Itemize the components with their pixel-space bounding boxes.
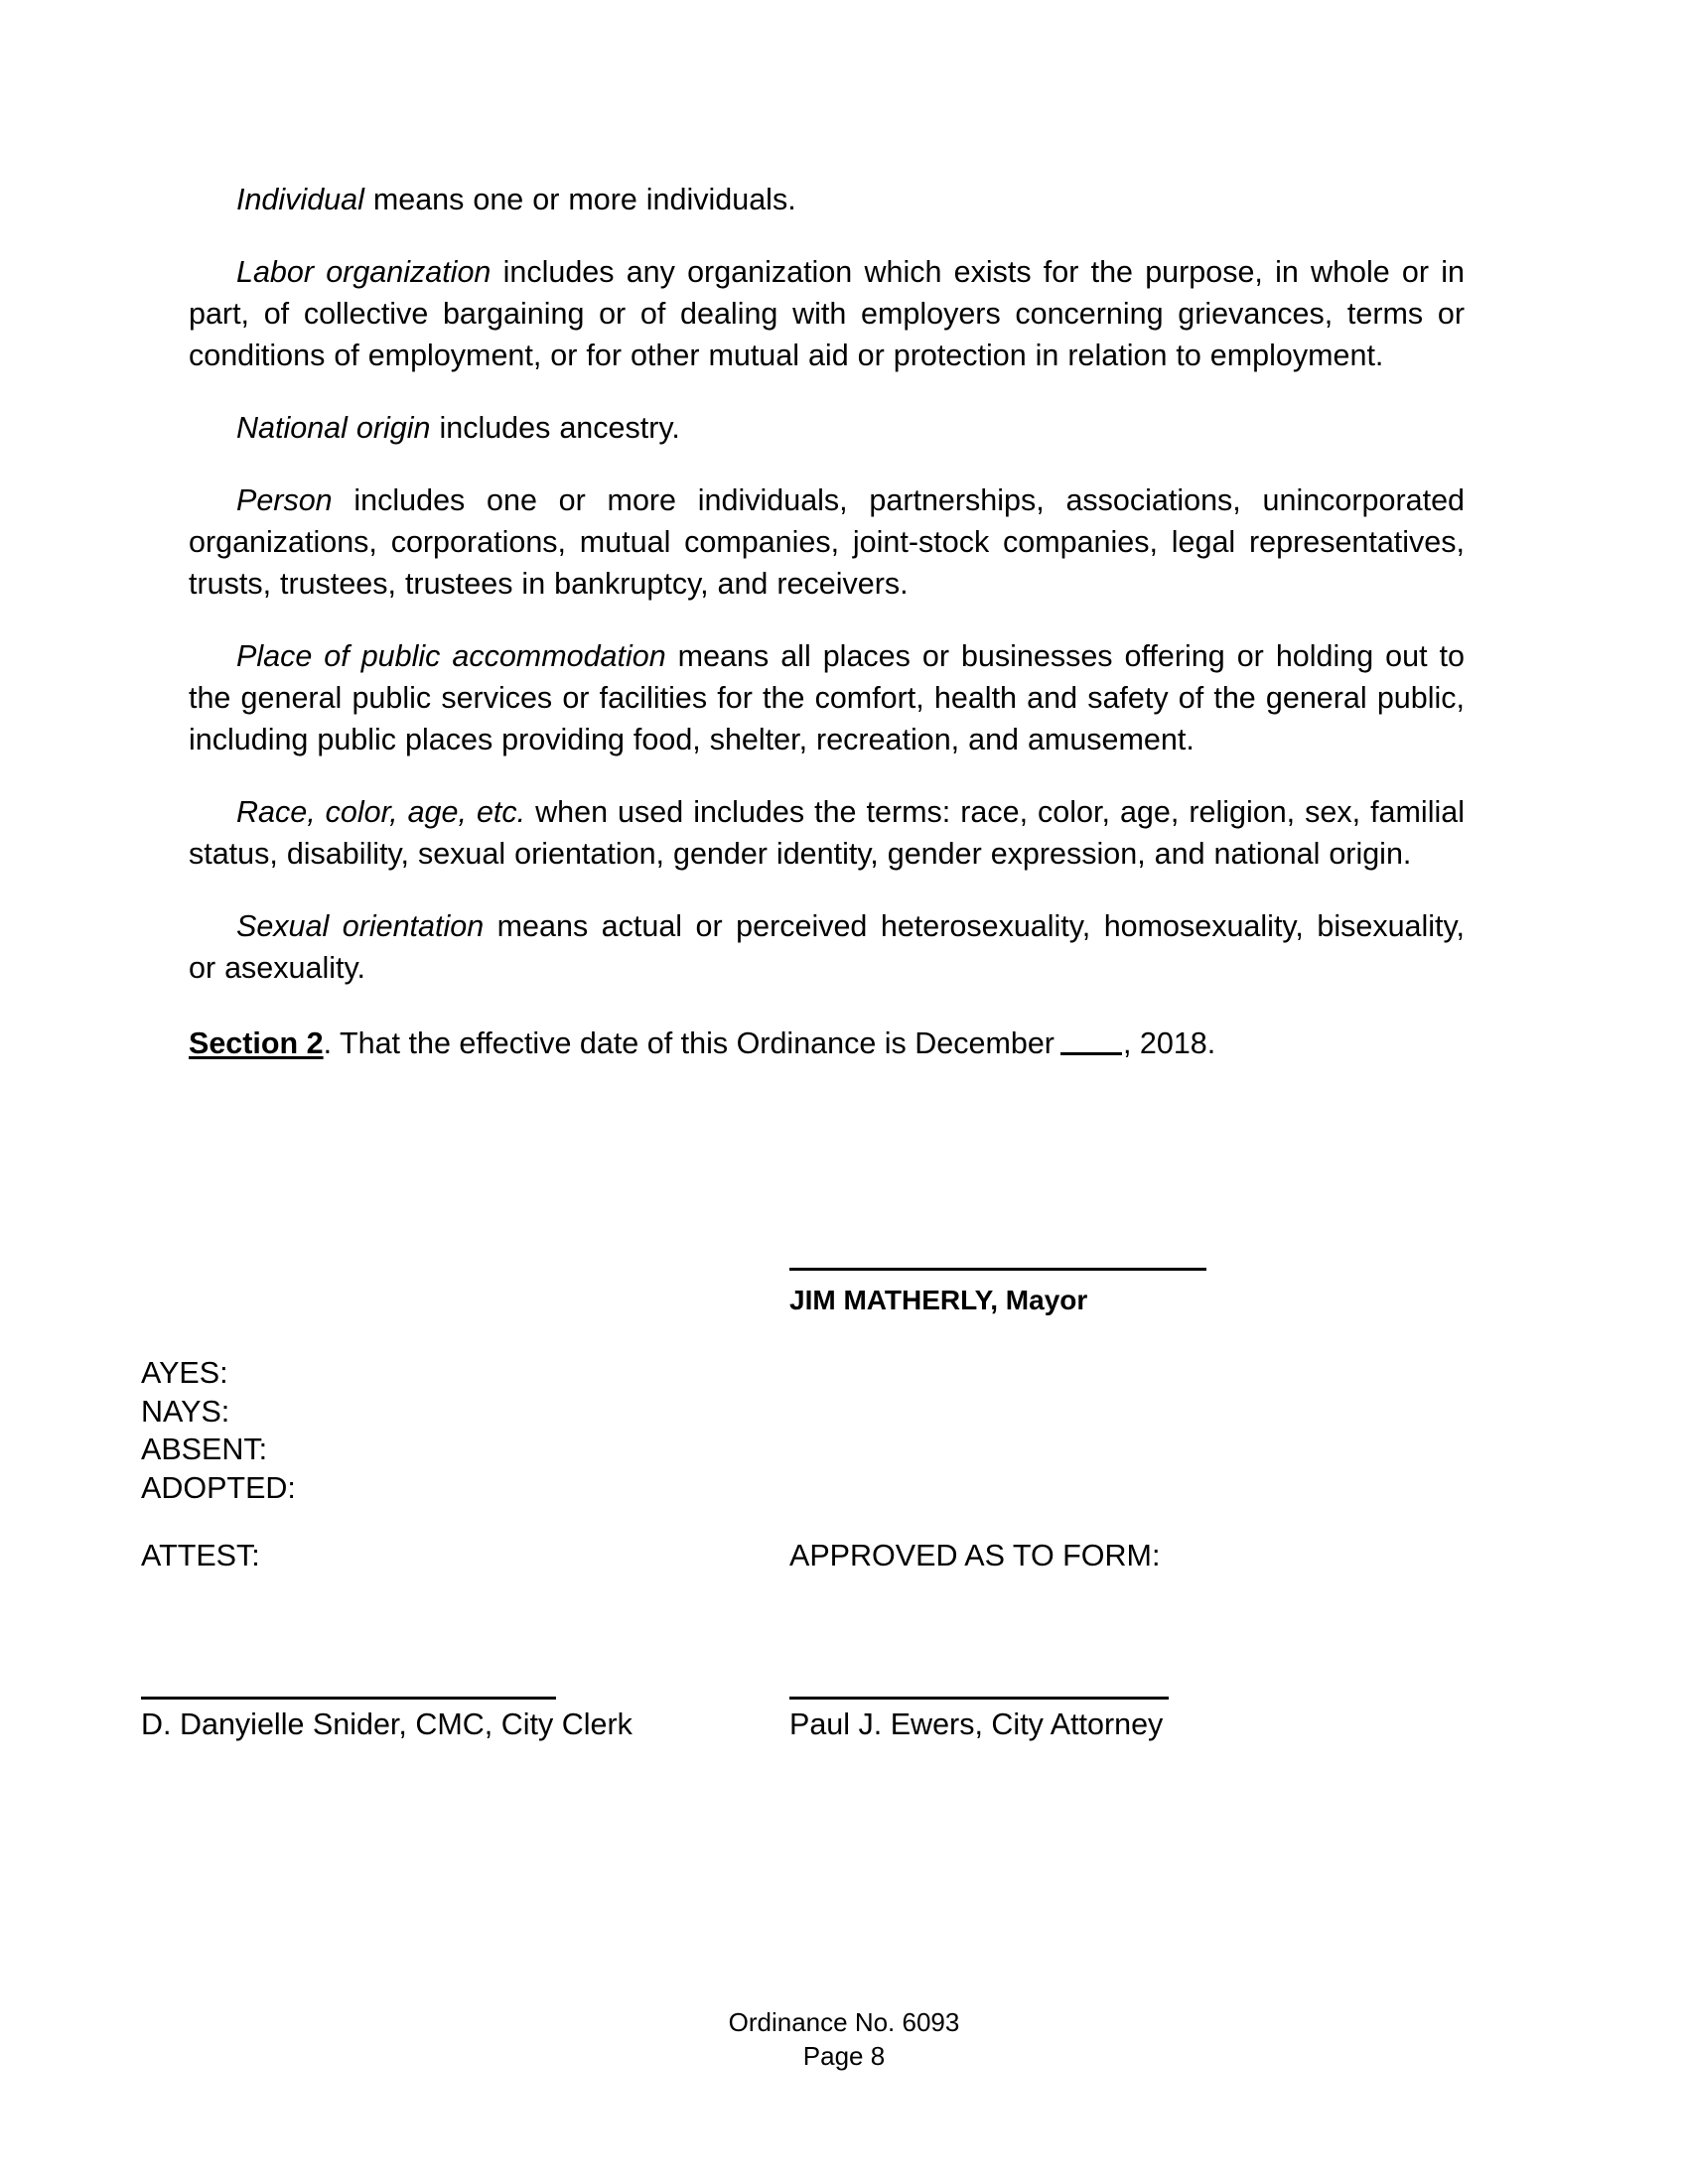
city-attorney-signature-caption: Paul J. Ewers, City Attorney	[789, 1707, 1164, 1741]
definition-paragraph-sexual-orientation	[189, 905, 1465, 989]
footer-page-number: Page 8	[802, 2041, 886, 2071]
definition-text: includes ancestry.	[430, 411, 680, 445]
definition-paragraph-place-of-public-accommodation	[189, 635, 1465, 760]
vote-tally-block	[141, 1354, 296, 1507]
definition-paragraph-labor-organization	[189, 251, 1465, 376]
definition-paragraph-individual	[189, 179, 1465, 220]
city-attorney-signature-block	[789, 1697, 1169, 1743]
defined-term: Person	[236, 483, 333, 517]
definition-text: means all places or businesses offering or holding out to the general public services or facilities for the comfort, health and safety of the general public, including public places providing food, shelter, recreation, and amusement.	[189, 639, 1465, 756]
definition-text: means actual or perceived heterosexuality, homosexuality, bisexuality, or asexuality.	[189, 909, 1465, 985]
tally-row-ayes: AYES:	[141, 1356, 228, 1390]
section-text-before-blank: . That the effective date of this Ordinance is December	[323, 1026, 1055, 1060]
defined-term: Race, color, age, etc.	[236, 795, 526, 829]
tally-row-absent: ABSENT:	[141, 1433, 268, 1466]
section-2-effective-date	[189, 1023, 1465, 1064]
defined-term: Sexual orientation	[236, 909, 485, 943]
definition-paragraph-race-color-age	[189, 791, 1465, 875]
definition-paragraph-person	[189, 479, 1465, 605]
date-blank-field[interactable]	[1060, 1052, 1122, 1055]
defined-term: Labor organization	[236, 255, 492, 289]
footer-ordinance-number: Ordinance No. 6093	[728, 2007, 960, 2037]
page-footer	[0, 2005, 1688, 2073]
defined-term: Place of public accommodation	[236, 639, 666, 673]
definition-text: includes any organization which exists for the purpose, in whole or in part, of collective bargaining or of dealing with employers concerning grievances, terms or conditions of employment, or for other mutual aid or protection in relation to employment.	[189, 255, 1465, 372]
definition-text: means one or more individuals.	[363, 183, 796, 216]
definition-paragraph-national-origin	[189, 407, 1465, 449]
document-body	[141, 179, 1465, 1741]
defined-term: National origin	[236, 411, 431, 445]
mayor-signature-caption: JIM MATHERLY, Mayor	[789, 1285, 1088, 1315]
mayor-signature-block	[789, 1268, 1206, 1319]
definition-text: when used includes the terms: race, color, age, religion, sex, familial status, disability, sexual orientation, gender identity, gender expression, and national origin.	[189, 795, 1465, 871]
section-number-label: Section 2	[189, 1026, 324, 1060]
approved-as-to-form-label: APPROVED AS TO FORM:	[789, 1539, 1161, 1572]
tally-row-adopted: ADOPTED:	[141, 1470, 296, 1505]
defined-term: Individual	[236, 183, 364, 216]
attest-label: ATTEST:	[141, 1539, 260, 1572]
definition-text: includes one or more individuals, partnerships, associations, unincorporated organizations, corporations, mutual companies, joint-stock companies, legal representatives, trusts, trustees, trustees in bankruptcy, and receivers.	[189, 483, 1465, 601]
tally-row-nays: NAYS:	[141, 1394, 230, 1429]
city-clerk-signature-block	[141, 1697, 633, 1743]
section-text-after-blank: , 2018.	[1122, 1026, 1216, 1060]
city-clerk-signature-caption: D. Danyielle Snider, CMC, City Clerk	[141, 1707, 633, 1741]
